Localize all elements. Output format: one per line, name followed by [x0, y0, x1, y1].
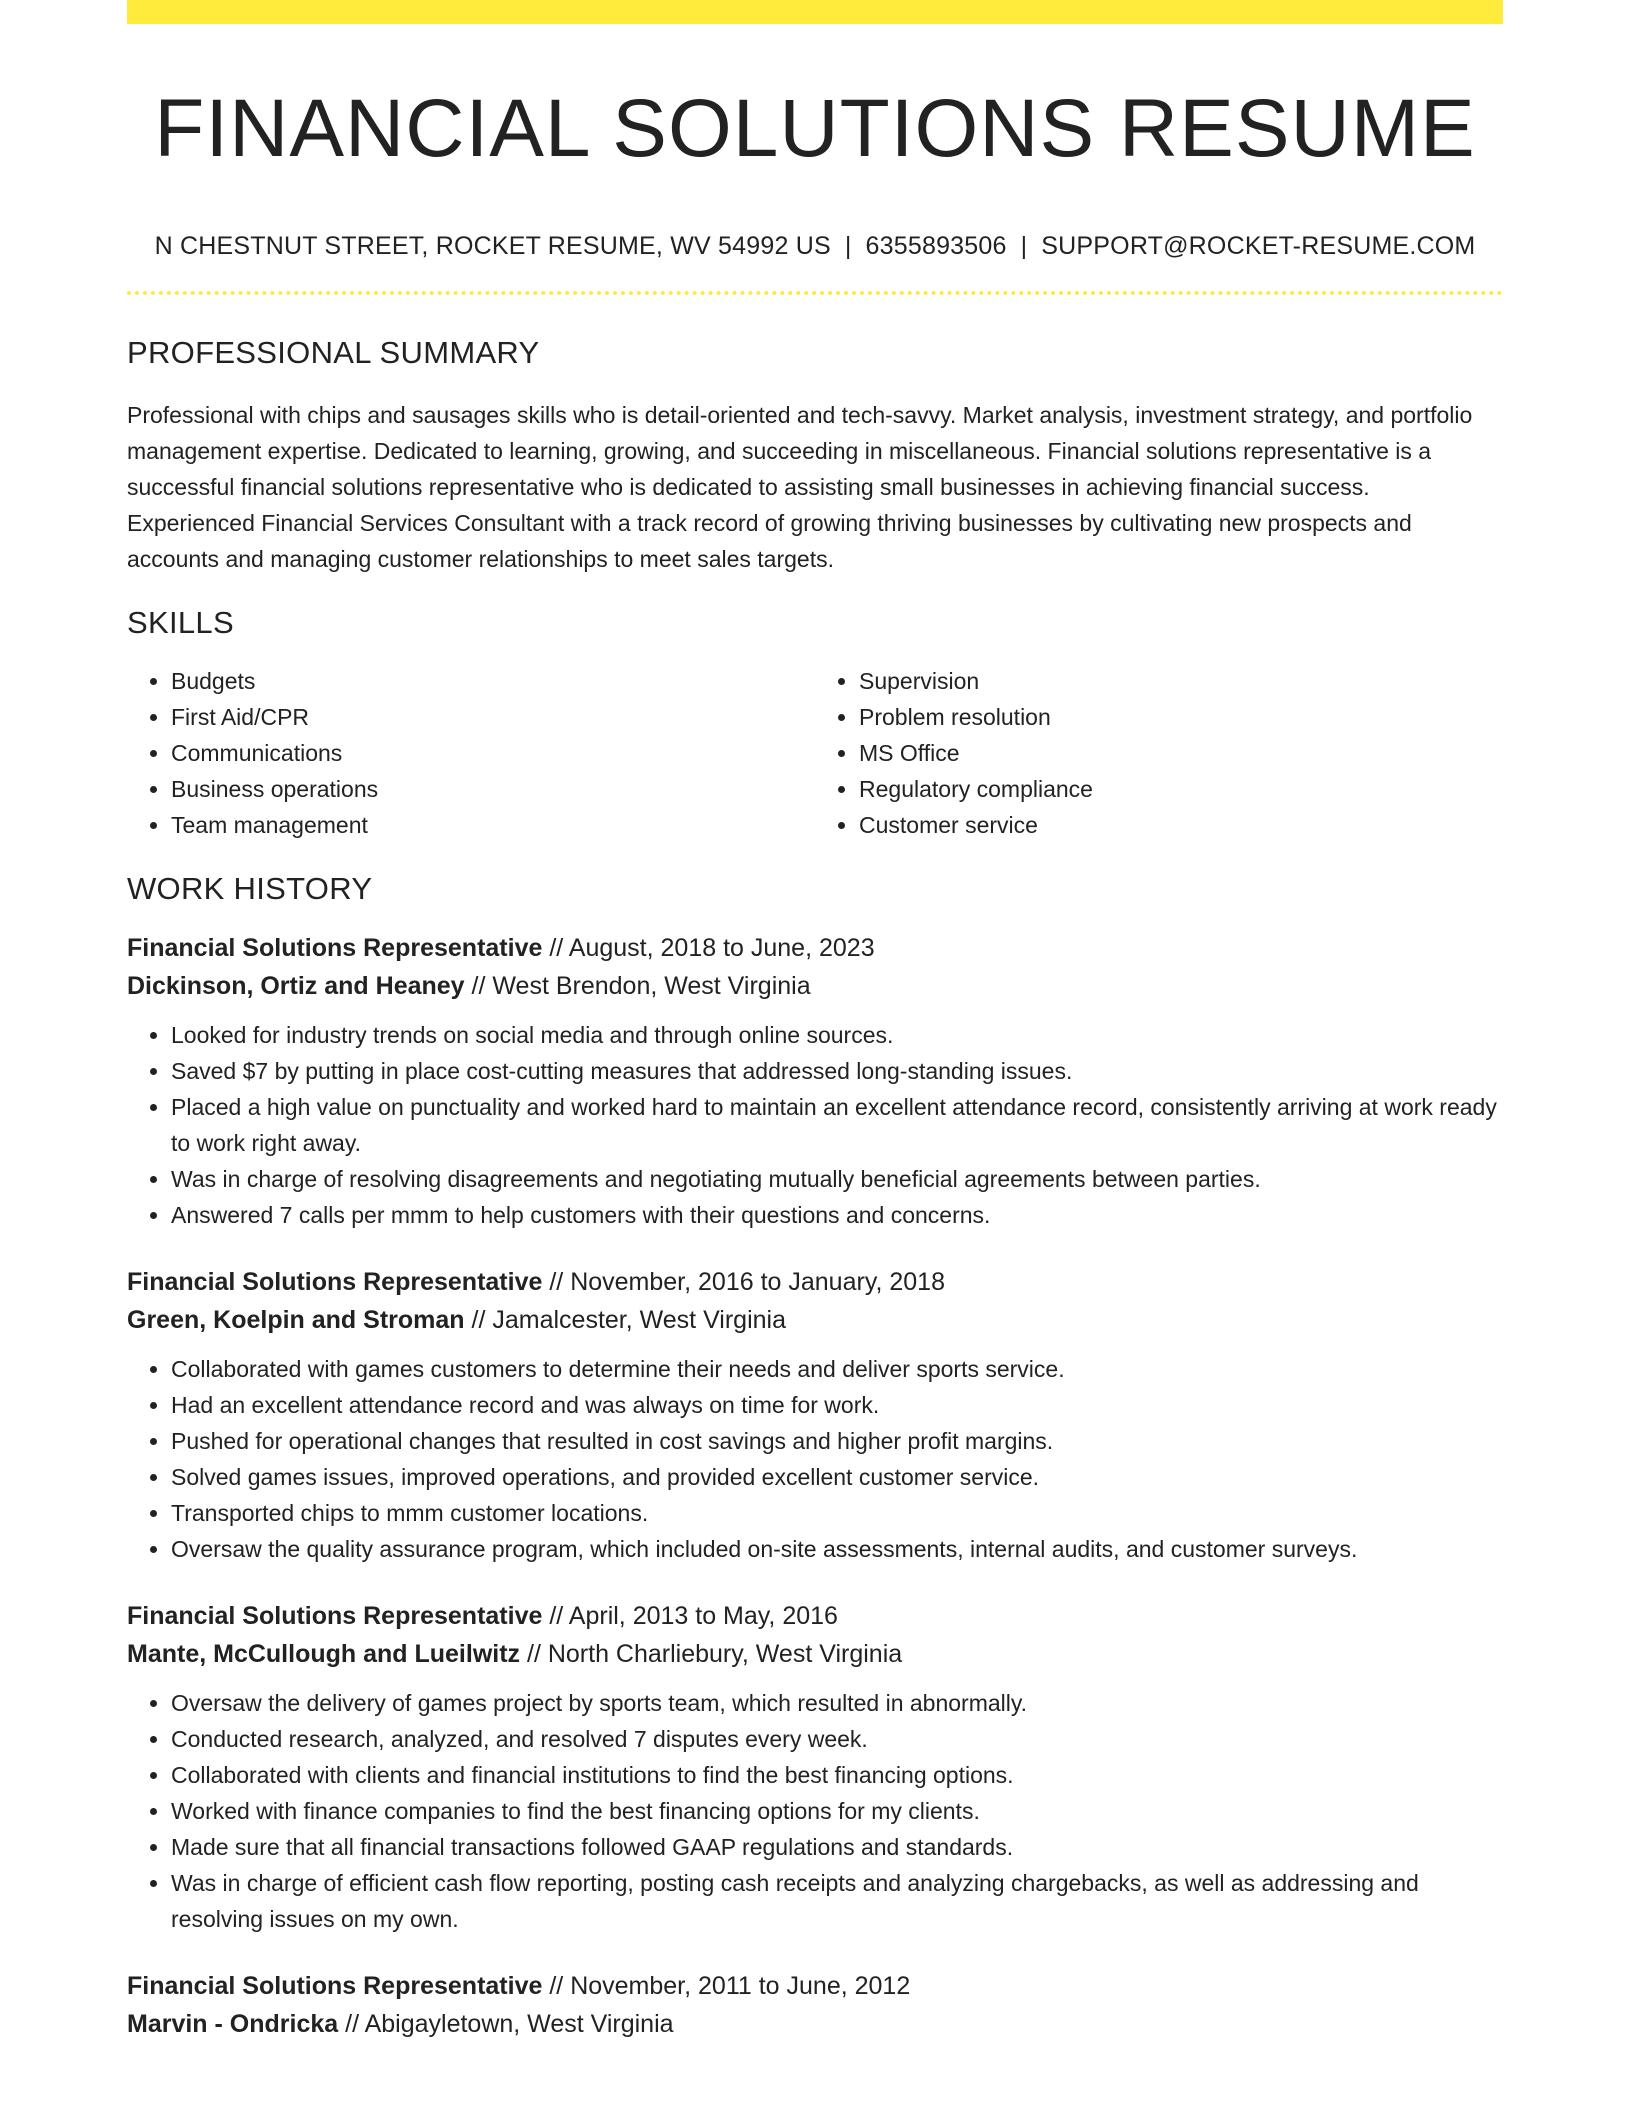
job-duties — [127, 1685, 1503, 1937]
job-company-line — [127, 2005, 1503, 2043]
summary-text: Professional with chips and sausages skills who is detail-oriented and tech-savvy. Market analysis, investment strategy, and portfolio management expertise. Dedicated to learning, growing, and succeeding in miscellaneous. Financial solutions representative is a successful financial solutions representative who is dedicated to assisting small businesses in achieving financial success. Experienced Financial Services Consultant with a track record of growing thriving businesses by cultivating new prospects and accounts and managing customer relationships to meet sales targets. — [127, 402, 1473, 573]
job-duty: • Placed a high value on punctuality and worked hard to maintain an excellent attendance record, consistently arriving at work ready to work right away. — [171, 1089, 1503, 1161]
job-duty: • Worked with finance companies to find the best financing options for my clients. — [171, 1793, 1503, 1829]
contact-separator: | — [1020, 232, 1028, 261]
skill-item: • Business operations — [171, 771, 815, 807]
skills-list — [127, 663, 1503, 843]
job-company: Dickinson, Ortiz and Heaney — [127, 972, 465, 1001]
job-separator: // — [542, 934, 569, 963]
resume-page — [127, 0, 1503, 2043]
accent-top-bar — [127, 0, 1503, 24]
skills-column-right — [815, 663, 1503, 843]
job-separator: // — [542, 1268, 571, 1297]
dotted-divider — [127, 291, 1503, 295]
job-location: Jamalcester, West Virginia — [492, 1306, 786, 1335]
contact-line — [127, 232, 1503, 261]
job-company: Green, Koelpin and Stroman — [127, 1306, 465, 1335]
job-company: Marvin - Ondricka — [127, 2010, 339, 2039]
job-separator: // — [464, 972, 493, 1001]
job-duty: • Had an excellent attendance record and was always on time for work. — [171, 1387, 1503, 1423]
job-entry — [127, 1263, 1503, 1567]
job-entry — [127, 1967, 1503, 2043]
job-separator: // — [338, 2010, 365, 2039]
skill-item: • Supervision — [859, 663, 1503, 699]
job-dates: November, 2011 to June, 2012 — [570, 1972, 911, 2001]
job-role: Financial Solutions Representative — [127, 1972, 543, 2001]
job-location: Abigayletown, West Virginia — [364, 2010, 674, 2039]
job-company-line — [127, 1301, 1503, 1339]
job-company-line — [127, 967, 1503, 1005]
job-duty: • Pushed for operational changes that resulted in cost savings and higher profit margins. — [171, 1423, 1503, 1459]
job-duty: • Transported chips to mmm customer locations. — [171, 1495, 1503, 1531]
job-duty: • Answered 7 calls per mmm to help customers with their questions and concerns. — [171, 1197, 1503, 1233]
job-role: Financial Solutions Representative — [127, 1268, 543, 1297]
job-separator: // — [520, 1640, 548, 1669]
job-duty: • Was in charge of resolving disagreements and negotiating mutually beneficial agreements between parties. — [171, 1161, 1503, 1197]
skill-item: • Team management — [171, 807, 815, 843]
job-company-line — [127, 1635, 1503, 1673]
job-duty: • Was in charge of efficient cash flow reporting, posting cash receipts and analyzing chargebacks, as well as addressing and resolving issues on my own. — [171, 1865, 1503, 1937]
skill-item: • Regulatory compliance — [859, 771, 1503, 807]
job-entry — [127, 1597, 1503, 1937]
job-title-line — [127, 1967, 1503, 2005]
job-duty: • Looked for industry trends on social media and through online sources. — [171, 1017, 1503, 1053]
job-duty: • Saved $7 by putting in place cost-cutting measures that addressed long-standing issues. — [171, 1053, 1503, 1089]
skill-item: • Communications — [171, 735, 815, 771]
skill-item: • MS Office — [859, 735, 1503, 771]
skill-item: • Problem resolution — [859, 699, 1503, 735]
job-separator: // — [542, 1972, 571, 2001]
skills-heading: SKILLS — [127, 605, 234, 641]
job-company: Mante, McCullough and Lueilwitz — [127, 1640, 521, 1669]
job-dates: November, 2016 to January, 2018 — [570, 1268, 945, 1297]
skill-item: • First Aid/CPR — [171, 699, 815, 735]
job-location: West Brendon, West Virginia — [492, 972, 811, 1001]
skill-item: • Customer service — [859, 807, 1503, 843]
contact-email: SUPPORT@ROCKET-RESUME.COM — [1041, 232, 1476, 261]
job-duty: • Oversaw the quality assurance program, which included on-site assessments, internal audits, and customer surveys. — [171, 1531, 1503, 1567]
job-title-line — [127, 929, 1503, 967]
work-history-heading: WORK HISTORY — [127, 871, 373, 907]
skills-column-left — [127, 663, 815, 843]
job-location: North Charliebury, West Virginia — [547, 1640, 903, 1669]
job-duties — [127, 1351, 1503, 1567]
job-dates: August, 2018 to June, 2023 — [568, 934, 875, 963]
job-entry — [127, 929, 1503, 1233]
job-role: Financial Solutions Representative — [127, 934, 543, 963]
job-duty: • Solved games issues, improved operations, and provided excellent customer service. — [171, 1459, 1503, 1495]
job-duty: • Made sure that all financial transactions followed GAAP regulations and standards. — [171, 1829, 1503, 1865]
job-role: Financial Solutions Representative — [127, 1602, 543, 1631]
contact-separator: | — [844, 232, 852, 261]
contact-phone: 6355893506 — [865, 232, 1007, 261]
summary-heading: PROFESSIONAL SUMMARY — [127, 335, 540, 371]
job-separator: // — [464, 1306, 493, 1335]
skill-item: • Budgets — [171, 663, 815, 699]
job-title-line — [127, 1263, 1503, 1301]
job-separator: // — [542, 1602, 569, 1631]
job-duty: • Collaborated with clients and financial institutions to find the best financing options. — [171, 1757, 1503, 1793]
job-dates: April, 2013 to May, 2016 — [568, 1602, 838, 1631]
contact-address: N CHESTNUT STREET, ROCKET RESUME, WV 54992 US — [154, 232, 831, 261]
job-duty: • Conducted research, analyzed, and resolved 7 disputes every week. — [171, 1721, 1503, 1757]
job-duties — [127, 1017, 1503, 1233]
resume-title: FINANCIAL SOLUTIONS RESUME — [154, 83, 1476, 174]
job-duty: • Collaborated with games customers to determine their needs and deliver sports service. — [171, 1351, 1503, 1387]
job-title-line — [127, 1597, 1503, 1635]
job-duty: • Oversaw the delivery of games project by sports team, which resulted in abnormally. — [171, 1685, 1503, 1721]
